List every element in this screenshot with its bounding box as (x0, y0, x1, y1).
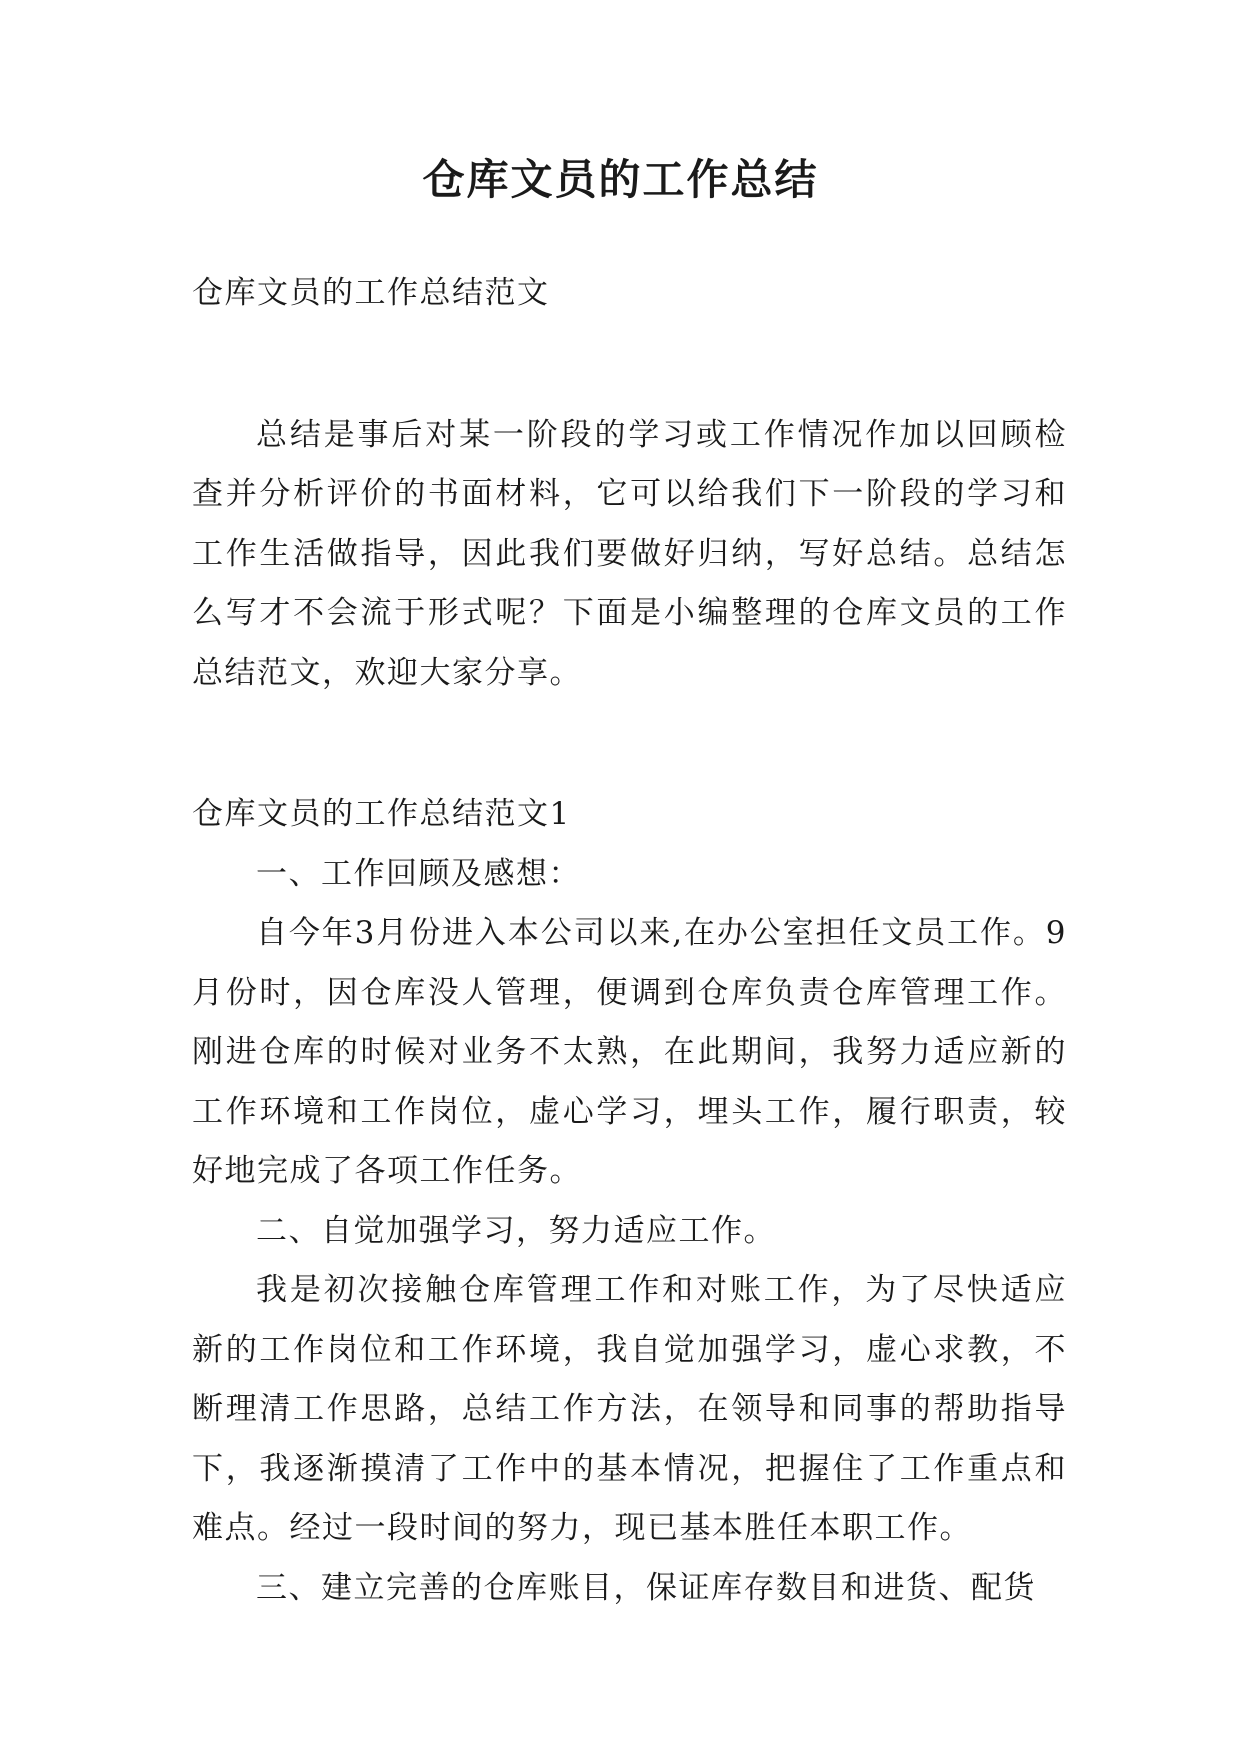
intro-paragraph: 总结是事后对某一阶段的学习或工作情况作加以回顾检查并分析评价的书面材料，它可以给我们下一阶段的学习和工作生活做指导，因此我们要做好归纳，写好总结。总结怎么写才不会流于形式呢？下面是小编整理的仓库文员的工作总结范文，欢迎大家分享。 (192, 416, 1067, 691)
paragraph-spacer (192, 324, 1067, 406)
document-body (192, 264, 1067, 1618)
point-heading: 二、自觉加强学习，努力适应工作。 (256, 1212, 776, 1249)
document-title: 仓库文员的工作总结 (422, 155, 819, 204)
point-paragraph: 我是初次接触仓库管理工作和对账工作，为了尽快适应新的工作岗位和工作环境，我自觉加强学习，虚心求教，不断理清工作思路，总结工作方法，在领导和同事的帮助指导下，我逐渐摸清了工作中的基本情况，把握住了工作重点和难点。经过一段时间的努力，现已基本胜任本职工作。 (192, 1272, 1067, 1546)
point-heading: 一、工作回顾及感想： (256, 855, 581, 892)
section-heading: 仓库文员的工作总结范文1 (192, 796, 571, 832)
point-paragraph: 自今年3月份进入本公司以来,在办公室担任文员工作。9月份时，因仓库没人管理，便调到仓库负责仓库管理工作。刚进仓库的时候对业务不太熟，在此期间，我努力适应新的工作环境和工作岗位，虚心学习，埋头工作，履行职责，较好地完成了各项工作任务。 (192, 915, 1067, 1189)
paragraph-spacer (192, 703, 1067, 785)
point-heading: 三、建立完善的仓库账目，保证库存数目和进货、配货 (256, 1569, 1036, 1606)
document-subtitle: 仓库文员的工作总结范文 (192, 275, 550, 311)
